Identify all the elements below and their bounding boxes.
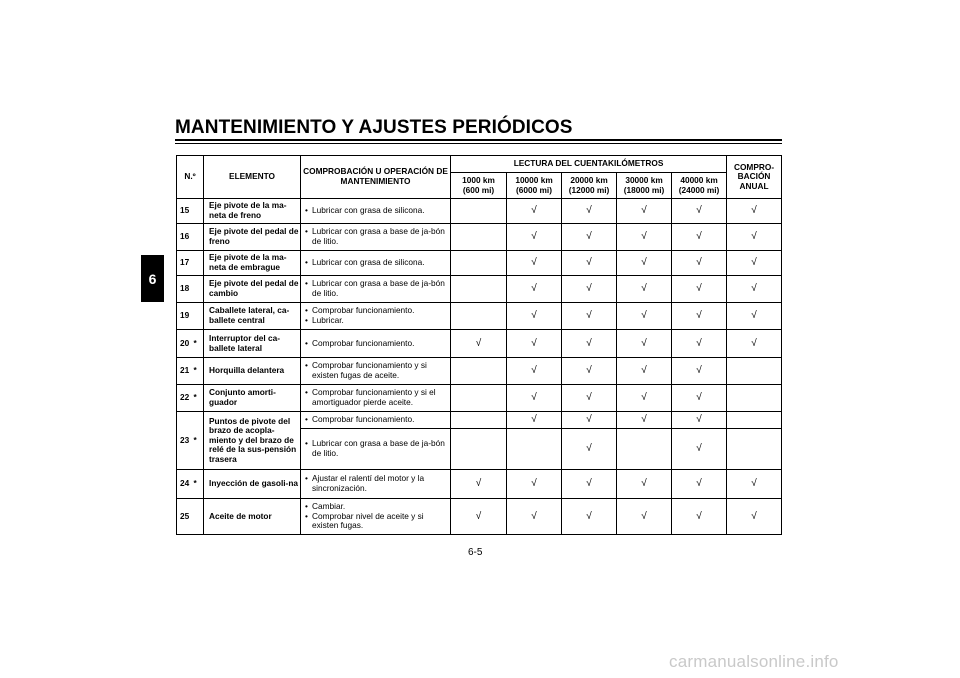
table-row xyxy=(177,251,782,276)
operation-text: Lubricar con grasa de silicona. xyxy=(312,205,425,216)
operation-text: Lubricar con grasa a base de ja-bón de litio. xyxy=(312,226,445,246)
check-icon: √ xyxy=(751,510,757,522)
annual-check-cell xyxy=(727,251,782,276)
check-icon: √ xyxy=(751,257,757,269)
operation-cell xyxy=(301,358,451,385)
element-name: Caballete lateral, ca-ballete central xyxy=(204,303,301,330)
interval-check-cell xyxy=(451,358,507,385)
check-icon: √ xyxy=(531,310,537,322)
interval-km: 20000 km xyxy=(570,174,608,185)
check-icon: √ xyxy=(531,337,537,349)
table-row xyxy=(177,499,782,535)
table-row xyxy=(177,385,782,412)
annual-check-cell xyxy=(727,385,782,412)
check-icon: √ xyxy=(531,231,537,243)
header-interval xyxy=(562,173,617,199)
operation-cell xyxy=(301,199,451,224)
interval-check-cell xyxy=(617,199,672,224)
check-icon: √ xyxy=(531,414,537,426)
check-icon: √ xyxy=(586,365,592,377)
check-icon: √ xyxy=(475,337,482,349)
interval-check-cell xyxy=(617,303,672,330)
dealer-star: * xyxy=(193,358,204,385)
check-icon: √ xyxy=(696,205,702,217)
check-icon: √ xyxy=(586,443,592,455)
interval-check-cell xyxy=(451,330,507,358)
interval-check-cell xyxy=(451,303,507,330)
header-annual: COMPRO-BACIÓN ANUAL xyxy=(727,156,782,199)
interval-check-cell xyxy=(451,199,507,224)
header-num: N.º xyxy=(177,156,204,199)
check-icon: √ xyxy=(586,510,592,522)
title-rule-thin xyxy=(175,143,782,144)
operation-text: Lubricar. xyxy=(312,315,344,325)
check-icon: √ xyxy=(586,257,592,269)
table-row xyxy=(177,199,782,224)
dealer-star: * xyxy=(193,330,204,358)
check-icon: √ xyxy=(641,478,647,490)
annual-check-cell xyxy=(727,199,782,224)
interval-check-cell xyxy=(507,412,562,429)
annual-check-cell xyxy=(727,303,782,330)
header-element: ELEMENTO xyxy=(204,156,301,199)
interval-km: 10000 km xyxy=(515,174,553,185)
check-icon: √ xyxy=(696,337,702,349)
operation-cell xyxy=(301,470,451,499)
check-icon: √ xyxy=(696,414,702,426)
operation-text: Comprobar funcionamiento. xyxy=(312,414,415,425)
check-icon: √ xyxy=(696,310,702,322)
element-name: Conjunto amorti-guador xyxy=(204,385,301,412)
element-name: Eje pivote del pedal de freno xyxy=(204,224,301,251)
header-odometer: LECTURA DEL CUENTAKILÓMETROS xyxy=(451,156,727,173)
dealer-star xyxy=(193,276,204,303)
chapter-tab: 6 xyxy=(141,255,164,302)
interval-check-cell xyxy=(562,303,617,330)
interval-check-cell xyxy=(562,276,617,303)
interval-check-cell xyxy=(672,412,727,429)
check-icon: √ xyxy=(751,337,757,349)
interval-check-cell xyxy=(672,303,727,330)
check-icon: √ xyxy=(641,231,647,243)
operation-text: Lubricar con grasa a base de ja-bón de litio. xyxy=(312,438,445,458)
interval-check-cell xyxy=(451,470,507,499)
check-icon: √ xyxy=(696,392,702,404)
interval-check-cell xyxy=(562,330,617,358)
check-icon: √ xyxy=(475,510,482,522)
check-icon: √ xyxy=(641,337,647,349)
operation-cell xyxy=(301,251,451,276)
row-number: 18 xyxy=(177,276,193,303)
interval-check-cell xyxy=(507,385,562,412)
row-number: 22 xyxy=(177,385,193,412)
interval-check-cell xyxy=(672,385,727,412)
check-icon: √ xyxy=(531,205,537,217)
header-interval xyxy=(451,173,507,199)
table-row xyxy=(177,358,782,385)
header-operation: COMPROBACIÓN U OPERACIÓN DE MANTENIMIENTO xyxy=(301,156,451,199)
interval-mi: (18000 mi) xyxy=(623,184,665,195)
interval-check-cell xyxy=(617,330,672,358)
interval-check-cell xyxy=(617,412,672,429)
table-row xyxy=(177,470,782,499)
interval-check-cell xyxy=(562,429,617,470)
operation-cell xyxy=(301,276,451,303)
annual-check-cell xyxy=(727,412,782,429)
interval-check-cell xyxy=(507,199,562,224)
check-icon: √ xyxy=(586,478,592,490)
interval-check-cell xyxy=(672,199,727,224)
interval-check-cell xyxy=(672,358,727,385)
interval-check-cell xyxy=(672,276,727,303)
check-icon: √ xyxy=(586,310,592,322)
element-name: Eje pivote de la ma-neta de embrague xyxy=(204,251,301,276)
bullet-icon: • xyxy=(305,278,308,289)
interval-check-cell xyxy=(451,276,507,303)
interval-check-cell xyxy=(451,385,507,412)
interval-check-cell xyxy=(507,470,562,499)
interval-check-cell xyxy=(451,224,507,251)
check-icon: √ xyxy=(751,283,757,295)
page-title: MANTENIMIENTO Y AJUSTES PERIÓDICOS xyxy=(175,117,573,138)
interval-check-cell xyxy=(672,470,727,499)
row-number: 20 xyxy=(177,330,193,358)
row-number: 24 xyxy=(177,470,193,499)
interval-check-cell xyxy=(562,251,617,276)
bullet-icon: • xyxy=(305,414,308,425)
interval-check-cell xyxy=(617,276,672,303)
check-icon: √ xyxy=(641,283,647,295)
bullet-icon: • xyxy=(305,501,308,512)
interval-check-cell xyxy=(507,276,562,303)
check-icon: √ xyxy=(641,310,647,322)
interval-check-cell xyxy=(672,224,727,251)
annual-check-cell xyxy=(727,429,782,470)
bullet-icon: • xyxy=(305,305,308,316)
page-number: 6-5 xyxy=(468,547,483,558)
table-row xyxy=(177,412,782,429)
check-icon: √ xyxy=(586,283,592,295)
interval-check-cell xyxy=(617,251,672,276)
operation-text: Ajustar el ralentí del motor y la sincronización. xyxy=(312,473,425,493)
row-number: 21 xyxy=(177,358,193,385)
dealer-star xyxy=(193,224,204,251)
operation-cell xyxy=(301,429,451,470)
bullet-icon: • xyxy=(305,257,308,268)
interval-mi: (24000 mi) xyxy=(678,184,720,195)
row-number: 19 xyxy=(177,303,193,330)
interval-check-cell xyxy=(562,499,617,535)
title-rule xyxy=(175,139,782,141)
check-icon: √ xyxy=(696,478,702,490)
watermark: carmanualsonline.info xyxy=(669,652,839,671)
check-icon: √ xyxy=(641,257,647,269)
row-number: 16 xyxy=(177,224,193,251)
interval-check-cell xyxy=(451,499,507,535)
interval-check-cell xyxy=(507,303,562,330)
interval-check-cell xyxy=(507,330,562,358)
interval-mi: (600 mi) xyxy=(462,184,495,195)
interval-check-cell xyxy=(562,412,617,429)
dealer-star: * xyxy=(193,470,204,499)
dealer-star: * xyxy=(193,412,204,470)
bullet-icon: • xyxy=(305,510,308,521)
interval-check-cell xyxy=(507,358,562,385)
table-row xyxy=(177,330,782,358)
interval-check-cell xyxy=(672,499,727,535)
operation-text: Comprobar funcionamiento y si el amortiguador pierde aceite. xyxy=(312,387,436,407)
interval-check-cell xyxy=(562,470,617,499)
bullet-icon: • xyxy=(305,473,308,484)
check-icon: √ xyxy=(531,257,537,269)
interval-check-cell xyxy=(672,251,727,276)
interval-check-cell xyxy=(451,429,507,470)
dealer-star xyxy=(193,251,204,276)
interval-check-cell xyxy=(617,224,672,251)
check-icon: √ xyxy=(641,510,647,522)
bullet-icon: • xyxy=(305,315,308,325)
table-row xyxy=(177,224,782,251)
element-name: Horquilla delantera xyxy=(204,358,301,385)
operation-cell xyxy=(301,224,451,251)
check-icon: √ xyxy=(586,392,592,404)
element-name: Eje pivote de la ma-neta de freno xyxy=(204,199,301,224)
check-icon: √ xyxy=(751,478,757,490)
interval-check-cell xyxy=(617,385,672,412)
check-icon: √ xyxy=(531,283,537,295)
check-icon: √ xyxy=(531,510,537,522)
interval-check-cell xyxy=(451,412,507,429)
table-row xyxy=(177,303,782,330)
interval-mi: (12000 mi) xyxy=(568,184,610,195)
operation-text: Comprobar nivel de aceite y si existen fugas. xyxy=(312,510,424,531)
operation-cell xyxy=(301,499,451,535)
check-icon: √ xyxy=(696,443,702,455)
element-name: Interruptor del ca-ballete lateral xyxy=(204,330,301,358)
check-icon: √ xyxy=(751,231,757,243)
operation-text: Comprobar funcionamiento. xyxy=(312,305,415,316)
check-icon: √ xyxy=(696,231,702,243)
row-number: 17 xyxy=(177,251,193,276)
dealer-star xyxy=(193,199,204,224)
check-icon: √ xyxy=(586,414,592,426)
interval-check-cell xyxy=(672,330,727,358)
operation-cell xyxy=(301,303,451,330)
table-row xyxy=(177,276,782,303)
interval-km: 30000 km xyxy=(625,174,663,185)
element-name: Eje pivote del pedal de cambio xyxy=(204,276,301,303)
header-interval xyxy=(672,173,727,199)
element-name: Aceite de motor xyxy=(204,499,301,535)
interval-mi: (6000 mi) xyxy=(516,184,552,195)
check-icon: √ xyxy=(586,337,592,349)
operation-text: Comprobar funcionamiento. xyxy=(312,337,415,348)
operation-text: Lubricar con grasa a base de ja-bón de litio. xyxy=(312,278,445,298)
maintenance-table xyxy=(176,155,782,535)
interval-check-cell xyxy=(562,199,617,224)
check-icon: √ xyxy=(641,392,647,404)
bullet-icon: • xyxy=(305,360,308,371)
annual-check-cell xyxy=(727,330,782,358)
operation-cell xyxy=(301,412,451,429)
bullet-icon: • xyxy=(305,337,308,348)
check-icon: √ xyxy=(641,365,647,377)
check-icon: √ xyxy=(586,231,592,243)
dealer-star xyxy=(193,499,204,535)
dealer-star: * xyxy=(193,385,204,412)
annual-check-cell xyxy=(727,276,782,303)
header-interval xyxy=(617,173,672,199)
check-icon: √ xyxy=(751,205,757,217)
annual-check-cell xyxy=(727,358,782,385)
check-icon: √ xyxy=(475,478,482,490)
operation-cell xyxy=(301,385,451,412)
interval-check-cell xyxy=(507,224,562,251)
interval-check-cell xyxy=(562,358,617,385)
interval-check-cell xyxy=(672,429,727,470)
check-icon: √ xyxy=(641,414,647,426)
check-icon: √ xyxy=(586,205,592,217)
operation-cell xyxy=(301,330,451,358)
check-icon: √ xyxy=(696,365,702,377)
bullet-icon: • xyxy=(305,387,308,398)
check-icon: √ xyxy=(531,478,537,490)
dealer-star xyxy=(193,303,204,330)
operation-text: Comprobar funcionamiento y si existen fugas de aceite. xyxy=(312,360,427,380)
interval-km: 1000 km xyxy=(462,174,495,185)
check-icon: √ xyxy=(696,257,702,269)
annual-check-cell xyxy=(727,499,782,535)
interval-check-cell xyxy=(507,499,562,535)
annual-check-cell xyxy=(727,224,782,251)
interval-check-cell xyxy=(617,499,672,535)
bullet-icon: • xyxy=(305,226,308,237)
interval-check-cell xyxy=(617,470,672,499)
interval-check-cell xyxy=(507,429,562,470)
row-number: 23 xyxy=(177,412,193,470)
row-number: 15 xyxy=(177,199,193,224)
interval-check-cell xyxy=(562,224,617,251)
interval-check-cell xyxy=(451,251,507,276)
check-icon: √ xyxy=(531,392,537,404)
check-icon: √ xyxy=(531,365,537,377)
interval-km: 40000 km xyxy=(680,174,718,185)
bullet-icon: • xyxy=(305,438,308,449)
interval-check-cell xyxy=(507,251,562,276)
annual-check-cell xyxy=(727,470,782,499)
check-icon: √ xyxy=(696,510,702,522)
operation-text: Cambiar. xyxy=(312,501,346,512)
header-interval xyxy=(507,173,562,199)
interval-check-cell xyxy=(562,385,617,412)
operation-text: Lubricar con grasa de silicona. xyxy=(312,257,425,268)
interval-check-cell xyxy=(617,429,672,470)
check-icon: √ xyxy=(751,310,757,322)
check-icon: √ xyxy=(696,283,702,295)
element-name: Puntos de pivote del brazo de acopla-miento y del brazo de relé de la sus-pensión trasera xyxy=(204,412,301,470)
interval-check-cell xyxy=(617,358,672,385)
check-icon: √ xyxy=(641,205,647,217)
element-name: Inyección de gasoli-na xyxy=(204,470,301,499)
bullet-icon: • xyxy=(305,205,308,216)
row-number: 25 xyxy=(177,499,193,535)
